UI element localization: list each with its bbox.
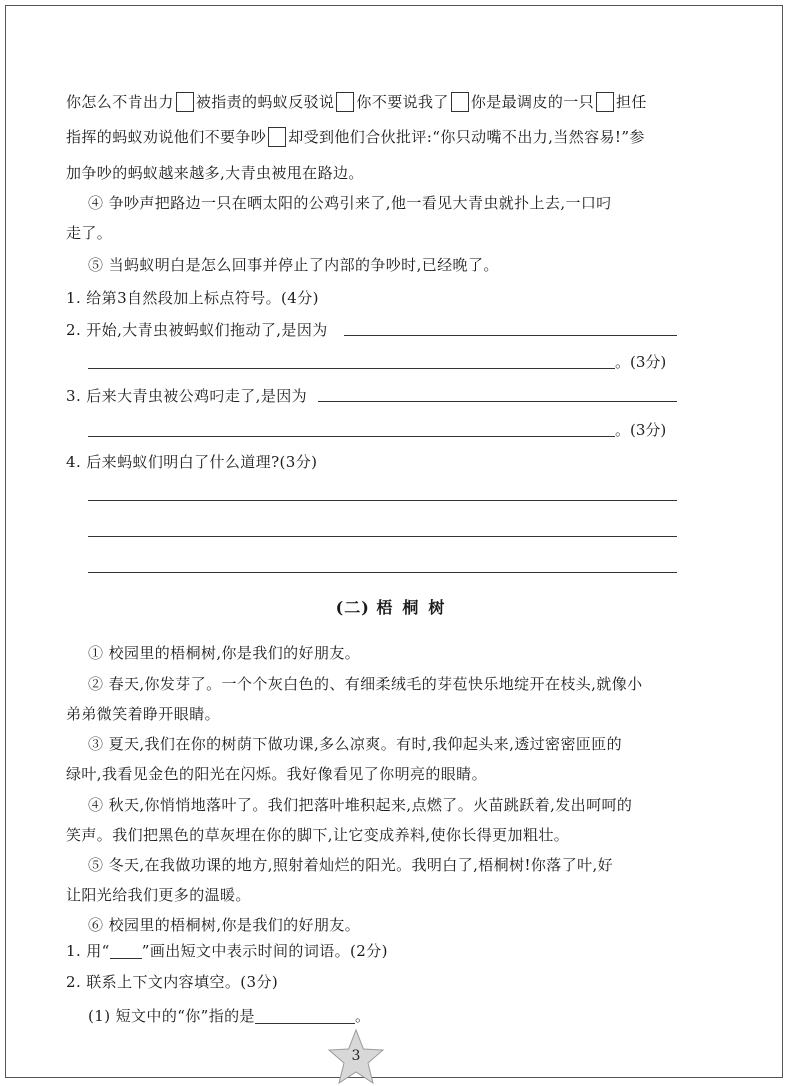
- text-segment: 指挥的蚂蚁劝说他们不要争吵: [66, 128, 267, 146]
- s2-para6: ⑥ 校园里的梧桐树,你是我们的好朋友。: [88, 916, 361, 934]
- question-2: 2. 开始,大青虫被蚂蚁们拖动了,是因为: [66, 321, 328, 339]
- question-3-score: 。(3分): [615, 421, 667, 439]
- answer-line[interactable]: [88, 368, 615, 369]
- section-number: (二): [335, 598, 370, 617]
- section-title: [0, 597, 790, 619]
- question-3: 3. 后来大青虫被公鸡叼走了,是因为: [66, 387, 308, 405]
- passage1-para4-line2: 走了。: [66, 224, 113, 242]
- s2-para4-line2: 笑声。我们把黑色的草灰埋在你的脚下,让它变成养料,使你长得更加粗壮。: [66, 826, 570, 844]
- question-1: 1. 给第3自然段加上标点符号。(4分): [66, 289, 319, 307]
- answer-line[interactable]: [88, 500, 677, 501]
- answer-line[interactable]: [88, 536, 677, 537]
- text-segment: 你不要说我了: [356, 93, 449, 111]
- text-segment: 担任: [616, 93, 647, 111]
- s2-para3-line1: ③ 夏天,我们在你的树荫下做功课,多么凉爽。有时,我仰起头来,透过密密匝匝的: [88, 735, 623, 753]
- s2-question-1: 1. 用“ ”画出短文中表示时间的词语。(2分): [66, 942, 388, 960]
- s2-para5-line2: 让阳光给我们更多的温暖。: [66, 886, 251, 904]
- s2-para4-line1: ④ 秋天,你悄悄地落叶了。我们把落叶堆积起来,点燃了。火苗跳跃着,发出呵呵的: [88, 796, 633, 814]
- section-name: 梧桐树: [376, 598, 455, 617]
- s2-para1: ① 校园里的梧桐树,你是我们的好朋友。: [88, 644, 361, 662]
- answer-line[interactable]: [344, 335, 677, 336]
- s2-question-2-1: (1) 短文中的“你”指的是 。: [88, 1007, 371, 1025]
- s2-question-2: 2. 联系上下文内容填空。(3分): [66, 973, 279, 991]
- punctuation-box[interactable]: [176, 92, 194, 112]
- answer-line[interactable]: [88, 572, 677, 573]
- page-number: 3: [351, 1048, 361, 1064]
- question-4: 4. 后来蚂蚁们明白了什么道理?(3分): [66, 453, 318, 471]
- text-segment: 被指责的蚂蚁反驳说: [195, 93, 335, 111]
- passage1-para4-line1: ④ 争吵声把路边一只在晒太阳的公鸡引来了,他一看见大青虫就扑上去,一口叼: [88, 194, 612, 212]
- text-segment: 你是最调皮的一只: [470, 93, 595, 111]
- s2-para5-line1: ⑤ 冬天,在我做功课的地方,照射着灿烂的阳光。我明白了,梧桐树!你落了叶,好: [88, 856, 614, 874]
- answer-line[interactable]: [318, 401, 677, 402]
- text-segment: 却受到他们合伙批评:“你只动嘴不出力,当然容易!”参: [288, 128, 645, 146]
- punctuation-box[interactable]: [451, 92, 469, 112]
- s2-para2-line2: 弟弟微笑着睁开眼睛。: [66, 705, 221, 723]
- question-2-score: 。(3分): [615, 353, 667, 371]
- underline-sample: [110, 942, 142, 959]
- text-segment: 你怎么不肯出力: [66, 93, 174, 111]
- passage1-line3: 加争吵的蚂蚁越来越多,大青虫被甩在路边。: [66, 164, 364, 182]
- s2-para3-line2: 绿叶,我看见金色的阳光在闪烁。我好像看见了你明亮的眼睛。: [66, 765, 487, 783]
- s2-para2-line1: ② 春天,你发芽了。一个个灰白色的、有细柔绒毛的芽苞快乐地绽开在枝头,就像小: [88, 675, 643, 693]
- passage1-para5: ⑤ 当蚂蚁明白是怎么回事并停止了内部的争吵时,已经晚了。: [88, 256, 499, 274]
- punctuation-box[interactable]: [268, 127, 286, 147]
- punctuation-box[interactable]: [336, 92, 354, 112]
- punctuation-box[interactable]: [596, 92, 614, 112]
- passage1-line2: [66, 127, 645, 147]
- passage1-line1: [66, 92, 647, 112]
- answer-line[interactable]: [88, 436, 615, 437]
- answer-blank[interactable]: [255, 1007, 355, 1024]
